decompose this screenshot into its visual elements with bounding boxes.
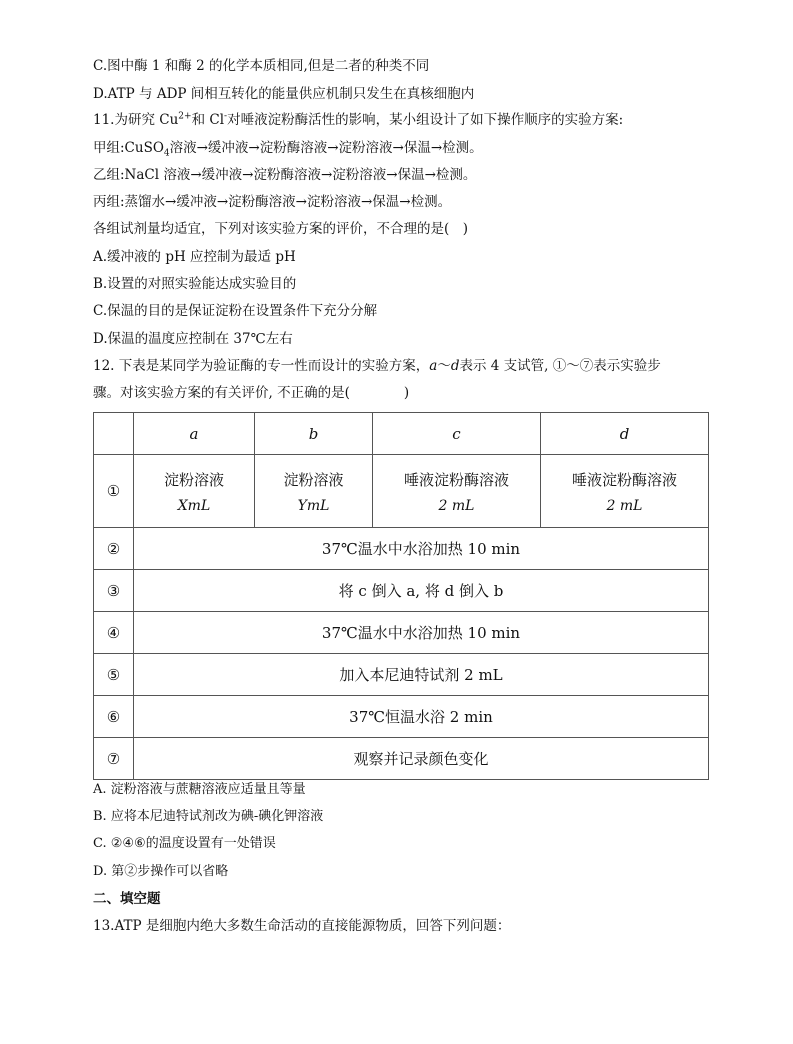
table-corner-cell — [94, 413, 134, 455]
table-row — [94, 528, 709, 570]
option-c-prev: C.图中酶 1 和酶 2 的化学本质相同,但是二者的种类不同 — [93, 58, 430, 74]
q11-stem: 11.为研究 $Cu^{2+}$和 Cl-对唾液淀粉酶活性的影响，某小组设计了如下操作顺序的实验方案: — [93, 111, 624, 128]
table-header-b: b — [255, 413, 373, 455]
step-number: ④ — [94, 612, 134, 654]
step-description: 将 c 倒入 a, 将 d 倒入 b — [134, 570, 709, 612]
table-cell-a: 淀粉溶液 XmL — [134, 455, 255, 528]
q11-group-bing: 丙组:蒸馏水→缓冲液→淀粉酶溶液→淀粉溶液→保温→检测。 — [93, 194, 452, 210]
q13-stem: 13.ATP 是细胞内绝大多数生命活动的直接能源物质，回答下列问题： — [93, 918, 511, 934]
table-row — [94, 696, 709, 738]
table-header-c: c — [373, 413, 541, 455]
q11-option-d: D.保温的温度应控制在 37℃左右 — [93, 331, 293, 347]
step-description: 37℃温水中水浴加热 10 min — [134, 528, 709, 570]
table-cell-b: 淀粉溶液 YmL — [255, 455, 373, 528]
q11-option-a: A.缓冲液的 pH 应控制为最适 pH — [93, 249, 296, 265]
q12-option-a: A. 淀粉溶液与蔗糖溶液应适量且等量 — [93, 782, 306, 797]
table-row — [94, 738, 709, 780]
step-number: ① — [94, 455, 134, 528]
step-description: 37℃恒温水浴 2 min — [134, 696, 709, 738]
table-cell-c: 唾液淀粉酶溶液 2 mL — [373, 455, 541, 528]
q12-option-b: B. 应将本尼迪特试剂改为碘-碘化钾溶液 — [93, 809, 324, 824]
table-row — [94, 654, 709, 696]
section-title: 二、填空题 — [93, 891, 161, 907]
table-row — [94, 612, 709, 654]
step-number: ③ — [94, 570, 134, 612]
q12-option-d: D. 第②步操作可以省略 — [93, 864, 229, 879]
q12-option-c: C. ②④⑥的温度设置有一处错误 — [93, 836, 276, 851]
q12-stem-line2: 骤。对该实验方案的有关评价, 不正确的是( ) — [93, 385, 410, 401]
q11-ask: 各组试剂量均适宜，下列对该实验方案的评价，不合理的是( ) — [93, 221, 469, 237]
q12-stem-line1: 12. 下表是某同学为验证酶的专一性而设计的实验方案，a～d表示 4 支试管, ①～⑦表示实验步 — [93, 358, 661, 374]
table-header-a: a — [134, 413, 255, 455]
table-header-row — [94, 413, 709, 455]
q11-option-c: C.保温的目的是保证淀粉在设置条件下充分分解 — [93, 303, 378, 319]
table-row — [94, 570, 709, 612]
q11-group-yi: 乙组:NaCl 溶液→缓冲液→淀粉酶溶液→淀粉溶液→保温→检测。 — [93, 167, 477, 183]
q11-group-jia: 甲组:CuSO$_4$溶液→缓冲液→淀粉酶溶液→淀粉溶液→保温→检测。 — [93, 140, 483, 159]
step-description: 加入本尼迪特试剂 2 mL — [134, 654, 709, 696]
option-d-prev: D.ATP 与 ADP 间相互转化的能量供应机制只发生在真核细胞内 — [93, 86, 475, 102]
step-description: 37℃温水中水浴加热 10 min — [134, 612, 709, 654]
step-number: ⑤ — [94, 654, 134, 696]
table-cell-d: 唾液淀粉酶溶液 2 mL — [541, 455, 709, 528]
step-number: ⑥ — [94, 696, 134, 738]
table-row — [94, 455, 709, 528]
step-number: ② — [94, 528, 134, 570]
step-number: ⑦ — [94, 738, 134, 780]
step-description: 观察并记录颜色变化 — [134, 738, 709, 780]
table-header-d: d — [541, 413, 709, 455]
q11-option-b: B.设置的对照实验能达成实验目的 — [93, 276, 297, 292]
experiment-table — [93, 412, 709, 780]
